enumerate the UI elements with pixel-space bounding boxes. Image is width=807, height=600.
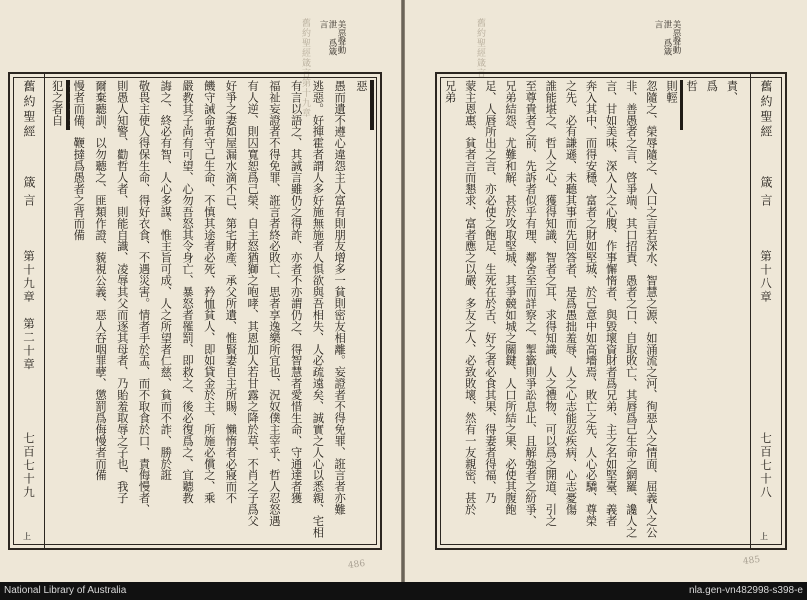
chapter-marker [370, 80, 374, 130]
left-page-marginal-note: 美惡聲動泄 爲箴言 [318, 20, 346, 56]
text-column [331, 80, 353, 540]
text-column-line: 則輕 [662, 80, 682, 540]
bleed-through: 舊約聖經箴言第十九章 [300, 18, 310, 118]
text-column-line: 非、善愚者之言、啓爭端、其口招責、愚者之口、自取敗亡、其唇爲己生命之網羅、讒人之 [624, 80, 638, 538]
text-column [562, 80, 582, 540]
text-column-line: 逃惡。好揮霍者謂人多好施無施者人惧欲與吾相失、人必疏遠矣、誠實之人心以悉親、宅相 [311, 80, 325, 538]
text-column-line: 之先、必有謙遜、未聽其事而先回答者、是爲愚拙羞辱、人之心志能忍疾病、心志憂傷 [564, 80, 578, 516]
right-text-frame [435, 72, 787, 550]
text-column-line: 犯之者自 [48, 80, 70, 540]
text-column [244, 80, 266, 540]
text-column-line: 蒙主恩惠、貧者言而懇求、富者應之以嚴、多友之人、必致敗壞、然有一友親密、甚於 [463, 80, 477, 516]
footer-bar [0, 582, 807, 600]
footer-credit: National Library of Australia [4, 585, 127, 596]
text-column [265, 80, 287, 540]
left-text-frame [8, 72, 382, 550]
text-column-line: 愚而遺不遵心違怨主人富有則朋友增多一貧則密友相離。妄證者不得免罪、誑言者亦難 [333, 80, 347, 516]
left-chapters: 第十九章 第二十章 [22, 250, 36, 372]
text-column [352, 80, 374, 540]
text-column-line: 有言以語之、其誠言雖仍之得詐、亦者不亦謂仍之、得智慧者愛惜生命、守通達者獲 [289, 80, 303, 504]
text-column-line: 兄弟結怨、尤難和解、甚於攻取堅城、其爭競如城之關鍵、人口所結之果、必使其腹飽 [503, 80, 517, 516]
right-book-title: 舊約聖經 [759, 80, 773, 140]
left-body-text [48, 74, 374, 544]
text-column [135, 80, 157, 540]
text-column-line: 敬畏主使人得保生命、得好衣食、不遇災害。情者手於盂、而不取食於口、責侮慢者、 [137, 80, 151, 516]
text-column-line: 誰能堪之、哲人之心、獲得知識、智者之耳、求得知識、人之禮物、可以爲之開道、引之 [544, 80, 558, 527]
text-column-line: 慢者而備、鞭撻爲愚者之背而備 [72, 80, 86, 241]
text-column [582, 80, 602, 540]
left-page-stamp: 上 [23, 532, 31, 541]
text-column [723, 80, 743, 540]
text-column [178, 80, 200, 540]
text-column-line: 兄弟 [443, 80, 457, 103]
text-column [157, 80, 179, 540]
chapter-marker [680, 80, 683, 130]
text-column-line: 至尊貴者之前、先訴者似乎有理、鄰舍至而詳察之、掣籤則爭訟息止、且解強者之紛爭、 [524, 80, 538, 527]
left-page [0, 0, 401, 582]
text-column [481, 80, 501, 540]
text-column-line: 嚴教其子尚有可望、心勿吾怒其令身亡、暴怒者罹罰、即救之、後必復爲之、宜聽教 [180, 80, 194, 504]
left-book-name: 箴言 [22, 176, 36, 212]
right-page-stamp: 上 [760, 532, 768, 541]
chapter-marker [66, 80, 70, 130]
text-column-line: 責、 [725, 80, 739, 103]
text-column [602, 80, 622, 540]
left-running-header [14, 74, 45, 548]
text-column [287, 80, 309, 540]
left-book-title: 舊約聖經 [22, 80, 36, 140]
text-column [309, 80, 331, 540]
text-column [461, 80, 481, 540]
text-column [222, 80, 244, 540]
left-faint-stamp: 486 [347, 558, 366, 572]
right-faint-stamp: 485 [742, 554, 761, 568]
bleed-through-right: 舊約聖經箴言 [475, 18, 485, 78]
text-column-line: 言、甘如美味、深入人之心腹、作事懈惰者、與毀壞資財者爲兄弟、主之名如堅臺、義者 [604, 80, 618, 527]
text-column [200, 80, 222, 540]
text-column [48, 80, 70, 540]
right-running-header [750, 74, 781, 548]
right-body-text [441, 74, 743, 544]
text-column-line: 奔入其中、而得安穩、富者之財如堅城、於己意中如高墻焉、敗亡之先、人心必驕、尊榮 [584, 80, 598, 527]
text-column-line: 惡 [352, 80, 374, 540]
text-column-line: 好爭之妻如屋漏水滴不已、第宅財產、承父所遺、惟賢妻自主所賜、懶惰者必寢而不 [224, 80, 238, 504]
text-column [622, 80, 642, 540]
text-column-line: 爾棄聽訓、以勿聽之、匪類作證、藐視公義、惡人吞咽罪孽、懲罰爲侮慢者而備 [94, 80, 108, 481]
right-page [405, 0, 807, 582]
text-column-line: 忽隨之、榮辱隨之、人口之言若深水、智慧之源、如涌流之河、徇惡人之情面、屈義人之公 [644, 80, 658, 538]
right-chapter: 第十八章 [759, 250, 773, 304]
text-column-line: 則愚人知警、勸哲人者、則能自識、凌辱其父而逐其母者、乃貽羞取辱之子也、我子 [115, 80, 129, 504]
text-column [642, 80, 662, 540]
text-column [522, 80, 542, 540]
text-column-line: 福祉妄證者不得免罪、誑言者終必敗亡、思者享逸樂所宜也、況奴僕主宰乎、哲人忍怒遇 [267, 80, 281, 527]
text-column [683, 80, 703, 540]
text-column [703, 80, 723, 540]
right-book-name: 箴言 [759, 176, 773, 212]
text-column-line: 哲 [685, 80, 699, 92]
text-column [441, 80, 461, 540]
text-column [113, 80, 135, 540]
text-column [542, 80, 562, 540]
text-column [662, 80, 682, 540]
text-column-line: 有人逆、則囚寬恕爲己榮、自主怒猶獅之咆哮、其恩加人若甘露之降於草、不肖之子爲父 [246, 80, 260, 527]
text-column [501, 80, 521, 540]
right-page-marginal-note: 美惡聲動泄 爲箴言 [653, 20, 681, 56]
left-page-number: 七百七十九 [22, 432, 36, 500]
text-column-line: 足、人唇所出之言、亦必使之飽足、生死在於舌、好之者必食其果、得妻者得福、乃 [483, 80, 497, 504]
right-page-number: 七百七十八 [759, 432, 773, 500]
text-column-line: 饑守誡命者守己生命、不慎其途者必死、矜恤貧人、即如貸金於主、所施必償之、乘 [202, 80, 216, 504]
text-column-line: 爲 [705, 80, 719, 92]
footer-identifier: nla.gen-vn482998-s398-e [689, 585, 803, 596]
text-column [70, 80, 92, 540]
text-column-line: 誨之、終必有智、人心多謀、惟主旨可成、人之所望者仁慈、貧而不詐、勝於誑 [159, 80, 173, 481]
text-column [91, 80, 113, 540]
